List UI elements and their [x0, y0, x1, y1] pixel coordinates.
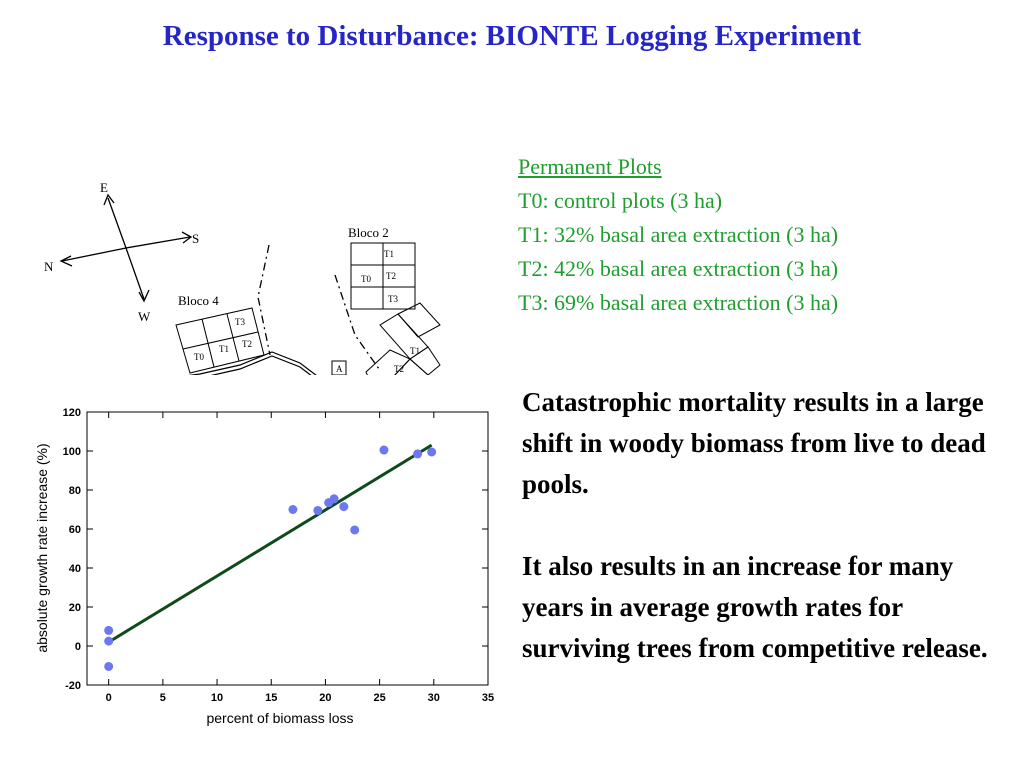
plot-t0-description: T0: control plots (3 ha)	[518, 188, 723, 213]
compass-west-label: W	[138, 309, 151, 324]
plot-t1-description: T1: 32% basal area extraction (3 ha)	[518, 222, 839, 247]
compass	[61, 195, 191, 301]
data-point	[104, 637, 113, 646]
x-tick-label: 30	[427, 692, 440, 704]
mortality-note: Catastrophic mortality results in a large shift in woody biomass from live to dead pools.	[522, 387, 986, 499]
x-tick-label: 10	[210, 692, 224, 704]
data-point	[313, 506, 322, 515]
x-tick-label: 15	[265, 692, 278, 704]
y-tick-label: -20	[65, 680, 81, 692]
data-point	[104, 626, 113, 635]
x-tick-label: 0	[105, 692, 112, 704]
bloco-2-t2: T2	[386, 271, 396, 281]
permanent-plots-heading: Permanent Plots	[518, 154, 662, 179]
bloco-4-t0: T0	[194, 352, 204, 362]
bloco-1-t1: T1	[410, 346, 420, 356]
data-point	[379, 446, 388, 455]
compass-north-label: N	[44, 259, 54, 274]
x-tick-label: 35	[481, 692, 495, 704]
data-point	[104, 662, 113, 671]
y-tick-label: 80	[68, 485, 81, 497]
bloco-2-label: Bloco 2	[348, 225, 389, 240]
bloco-4-t2: T2	[242, 339, 252, 349]
bloco-2-t0: T0	[361, 274, 371, 284]
x-axis-label: percent of biomass loss	[206, 710, 354, 726]
data-point	[413, 449, 422, 458]
page-title: Response to Disturbance: BIONTE Logging Experiment	[162, 20, 862, 52]
y-tick-label: 60	[68, 524, 81, 536]
growth-note: It also results in an increase for many years in average growth rates for surviving trees from competitive release.	[522, 551, 988, 663]
y-tick-label: 40	[68, 563, 81, 575]
site-map	[0, 85, 500, 375]
y-axis-label: absolute growth rate increase (%)	[34, 443, 50, 653]
bloco-4-t1: T1	[219, 344, 229, 354]
roads	[122, 352, 388, 375]
compass-south-label: S	[192, 231, 200, 246]
data-point	[288, 505, 297, 514]
data-point	[339, 502, 348, 511]
bloco-2-t1: T1	[384, 249, 394, 259]
permanent-plots-legend	[518, 150, 838, 320]
marker-a-label: A	[336, 364, 343, 374]
plot-t2-description: T2: 42% basal area extraction (3 ha)	[518, 256, 839, 281]
compass-east-label: E	[100, 180, 108, 195]
growth-scatter-chart	[0, 395, 505, 730]
regression-line	[109, 445, 432, 642]
x-tick-label: 20	[319, 692, 332, 704]
data-point	[427, 447, 436, 456]
data-point	[330, 494, 339, 503]
y-tick-label: 120	[62, 407, 81, 419]
x-tick-label: 5	[159, 692, 166, 704]
data-point	[350, 525, 359, 534]
trails	[258, 245, 379, 369]
bloco-1-t2: T2	[394, 364, 404, 374]
bloco-4-t3: T3	[235, 317, 245, 327]
y-tick-label: 20	[68, 602, 81, 614]
y-tick-label: 0	[74, 641, 81, 653]
plot-t3-description: T3: 69% basal area extraction (3 ha)	[518, 290, 839, 315]
bloco-2-t3: T3	[388, 294, 398, 304]
y-tick-label: 100	[62, 446, 81, 458]
x-tick-label: 25	[373, 692, 386, 704]
bloco-4-label: Bloco 4	[178, 293, 219, 308]
